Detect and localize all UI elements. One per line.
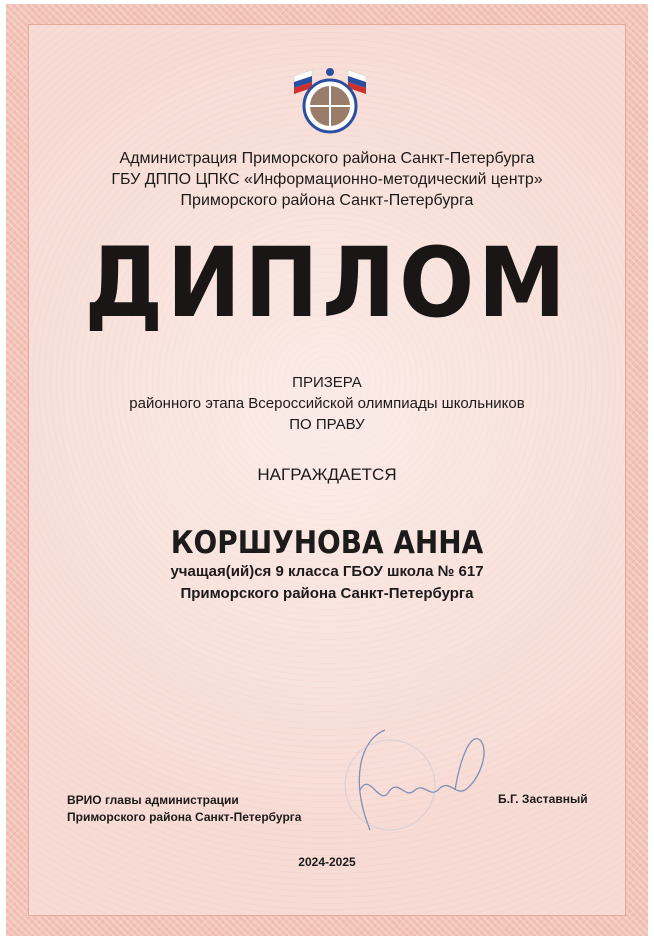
subtitle-line: районного этапа Всероссийской олимпиады школьников bbox=[129, 395, 525, 412]
header-line: ГБУ ДППО ЦПКС «Информационно-методический центр» bbox=[111, 171, 543, 188]
diploma-subtitle bbox=[0, 372, 654, 435]
recipient-name: КОРШУНОВА АННА bbox=[170, 525, 484, 561]
header-line: Администрация Приморского района Санкт-Петербурга bbox=[119, 150, 535, 167]
header-line: Приморского района Санкт-Петербурга bbox=[180, 192, 474, 209]
recipient-info bbox=[0, 561, 654, 605]
award-label: НАГРАЖДАЕТСЯ bbox=[257, 465, 397, 484]
position-line: ВРИО главы администрации bbox=[67, 793, 239, 807]
position-line: Приморского района Санкт-Петербурга bbox=[67, 810, 302, 824]
subtitle-line: ПРИЗЕРА bbox=[292, 374, 362, 391]
recipient-school: учащая(ий)ся 9 класса ГБОУ школа № 617 bbox=[170, 563, 484, 580]
recipient-district: Приморского района Санкт-Петербурга bbox=[180, 585, 474, 602]
subtitle-line: ПО ПРАВУ bbox=[289, 416, 365, 433]
signatory-position bbox=[67, 792, 301, 826]
academic-year: 2024-2025 bbox=[298, 855, 356, 869]
signature-icon bbox=[330, 720, 510, 840]
diploma-title: ДИПЛОМ bbox=[84, 227, 570, 339]
issuer-header bbox=[0, 148, 654, 211]
signatory-name: Б.Г. Заставный bbox=[498, 792, 588, 806]
olympiad-logo-icon bbox=[290, 62, 370, 142]
